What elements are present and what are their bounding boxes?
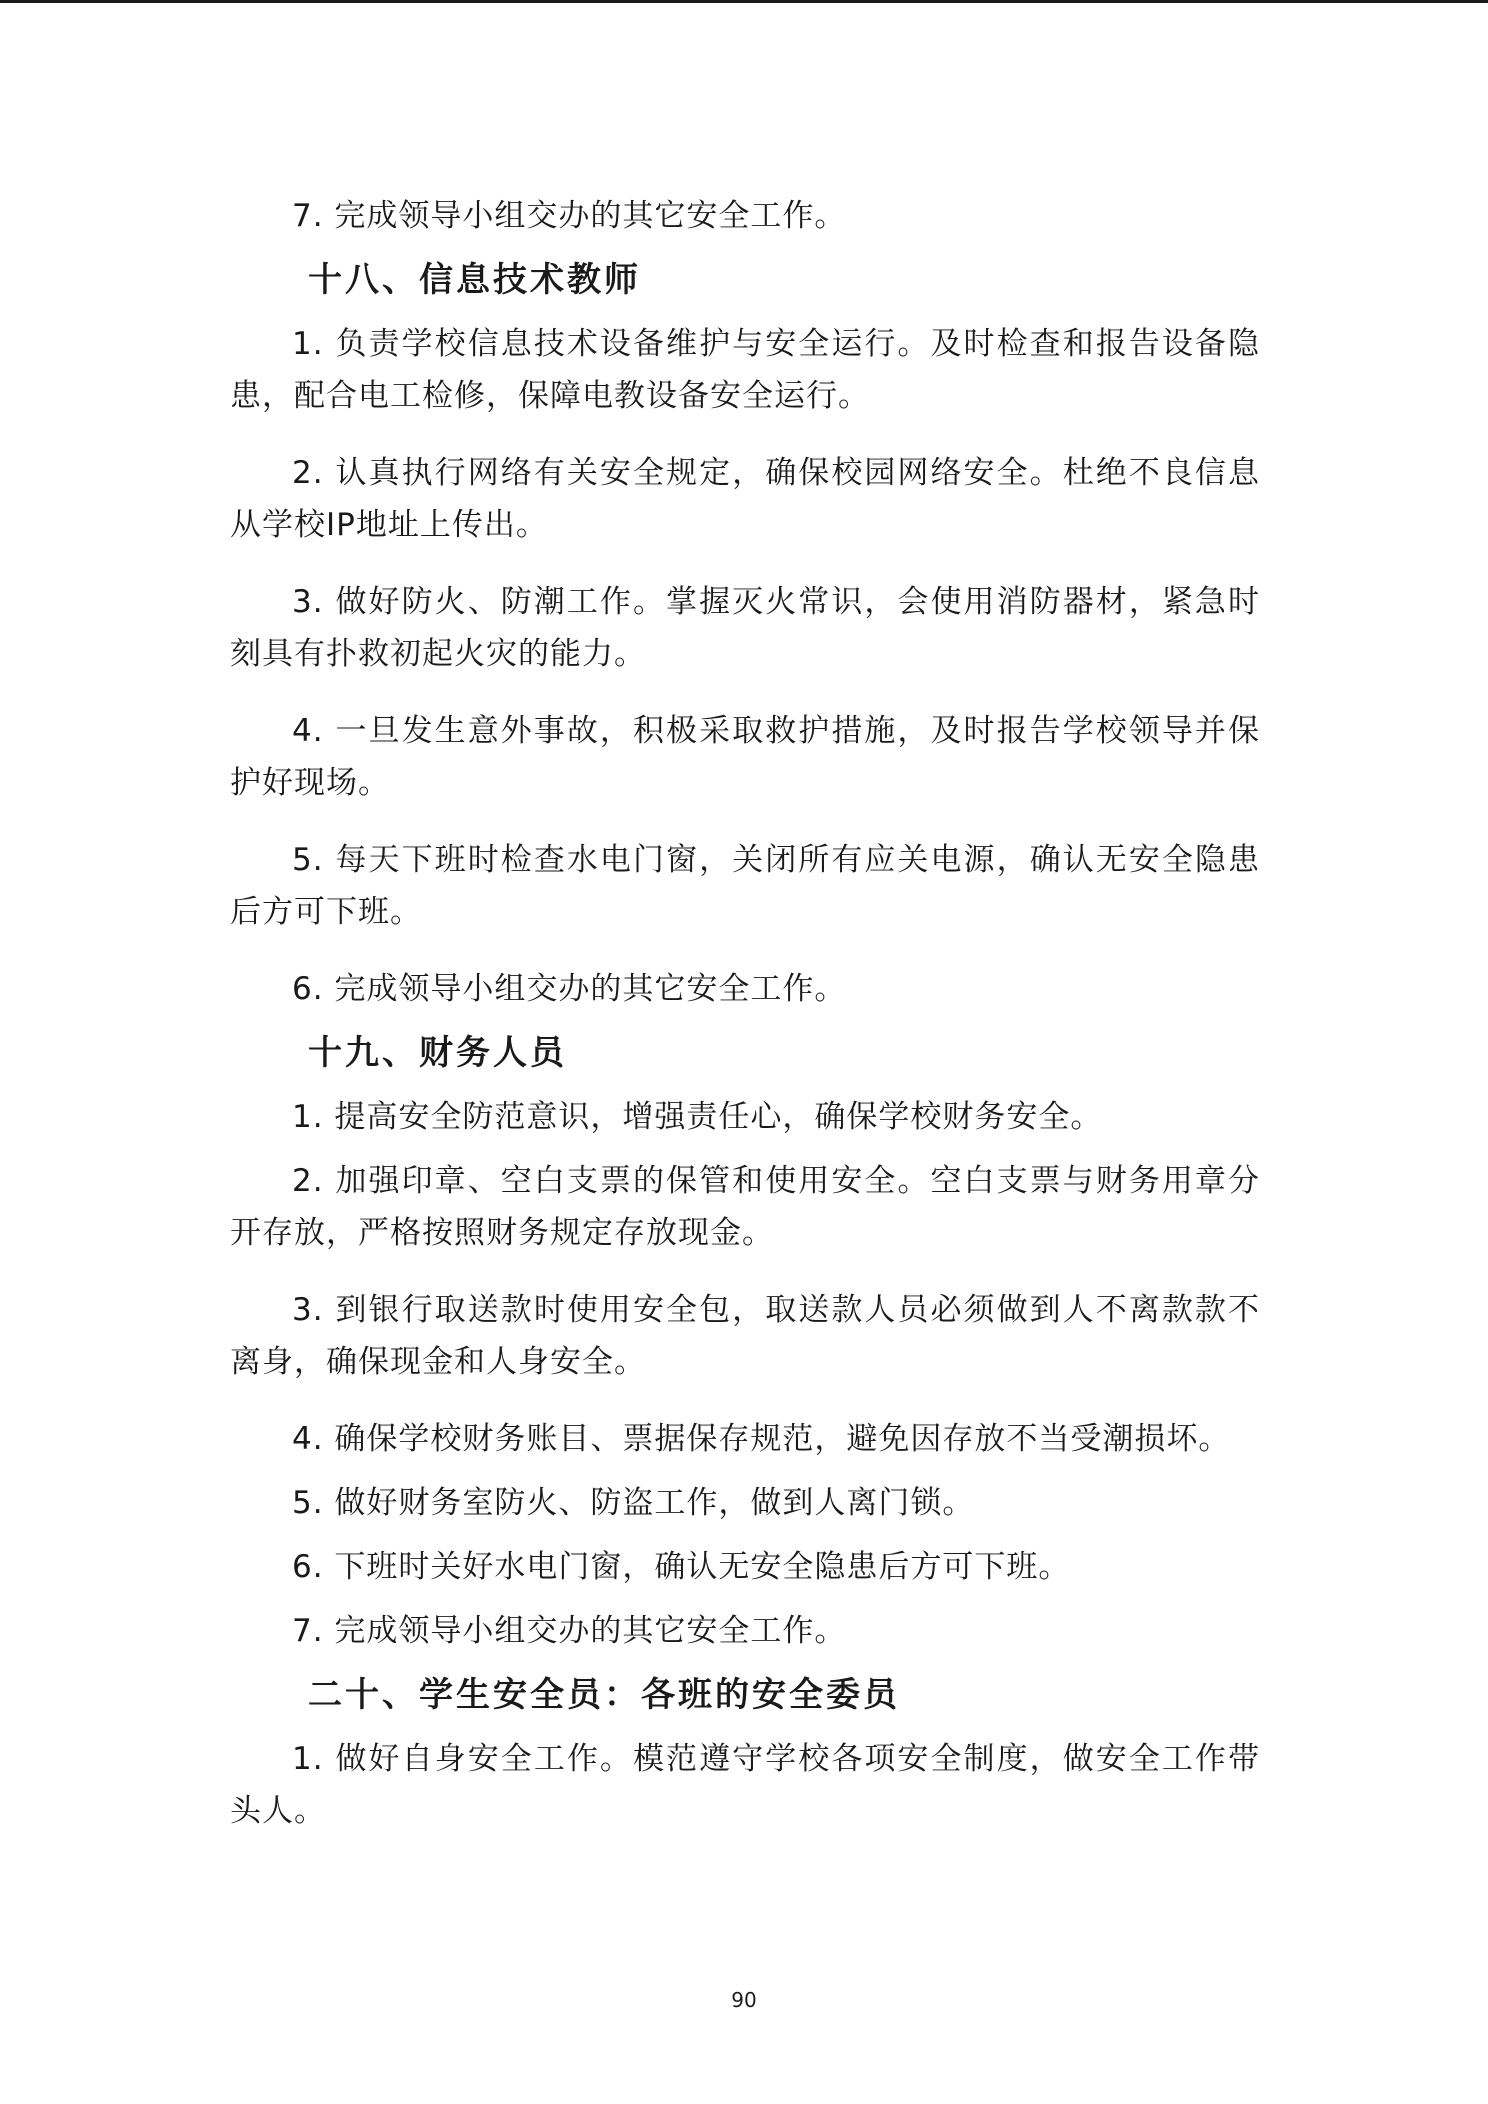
paragraph: 7. 完成领导小组交办的其它安全工作。 <box>292 1613 847 1649</box>
paragraph: 1. 负责学校信息技术设备维护与安全运行。及时检查和报告设备隐患，配合电工检修，保障电教设备安全运行。 <box>230 326 1260 414</box>
section-heading: 十八、信息技术教师 <box>308 260 641 300</box>
paragraph: 6. 下班时关好水电门窗，确认无安全隐患后方可下班。 <box>292 1549 1071 1585</box>
paragraph: 3. 做好防火、防潮工作。掌握灭火常识，会使用消防器材，紧急时刻具有扑救初起火灾的能力。 <box>230 584 1260 672</box>
paragraph: 1. 做好自身安全工作。模范遵守学校各项安全制度，做安全工作带头人。 <box>230 1741 1260 1829</box>
paragraph: 7. 完成领导小组交办的其它安全工作。 <box>292 198 847 234</box>
document-body <box>230 190 1260 1862</box>
section-heading: 十九、财务人员 <box>308 1033 567 1073</box>
paragraph: 5. 做好财务室防火、防盗工作，做到人离门锁。 <box>292 1485 975 1521</box>
page-number: 90 <box>731 1988 757 2012</box>
paragraph: 6. 完成领导小组交办的其它安全工作。 <box>292 971 847 1007</box>
paragraph: 2. 认真执行网络有关安全规定，确保校园网络安全。杜绝不良信息从学校IP地址上传出。 <box>230 455 1260 543</box>
paragraph: 3. 到银行取送款时使用安全包，取送款人员必须做到人不离款款不离身，确保现金和人身安全。 <box>230 1292 1260 1380</box>
paragraph: 2. 加强印章、空白支票的保管和使用安全。空白支票与财务用章分开存放，严格按照财务规定存放现金。 <box>230 1163 1260 1251</box>
paragraph: 4. 确保学校财务账目、票据保存规范，避免因存放不当受潮损坏。 <box>292 1421 1231 1457</box>
paragraph: 5. 每天下班时检查水电门窗，关闭所有应关电源，确认无安全隐患后方可下班。 <box>230 842 1260 930</box>
paragraph: 4. 一旦发生意外事故，积极采取救护措施，及时报告学校领导并保护好现场。 <box>230 713 1260 801</box>
section-heading: 二十、学生安全员：各班的安全委员 <box>308 1675 900 1715</box>
top-border-line <box>0 0 1488 3</box>
paragraph: 1. 提高安全防范意识，增强责任心，确保学校财务安全。 <box>292 1099 1103 1135</box>
